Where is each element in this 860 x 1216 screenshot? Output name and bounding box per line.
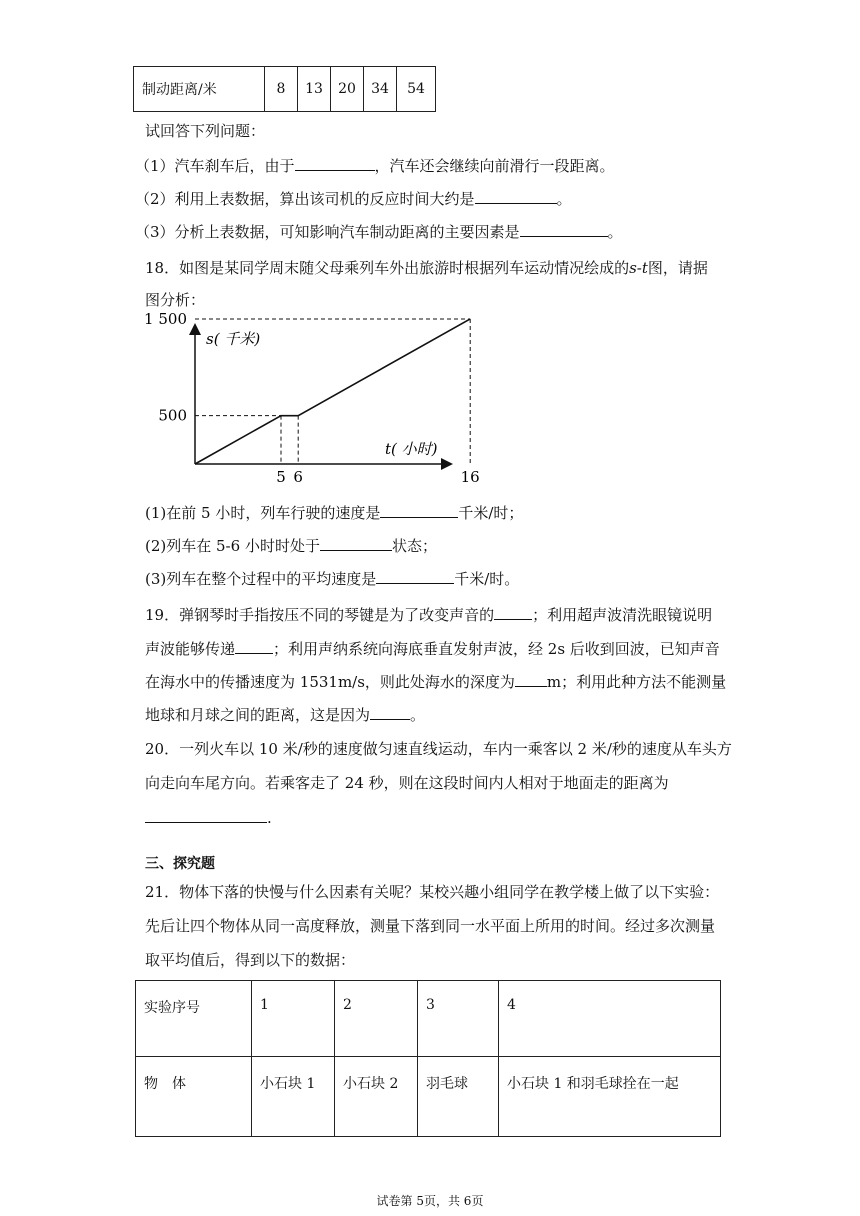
table-cell: 小石块 2 [335, 1057, 418, 1137]
answer-blank[interactable] [235, 639, 273, 654]
table-cell: 34 [364, 67, 397, 112]
q19-text: 地球和月球之间的距离，这是因为 [145, 706, 371, 724]
q18-part1-unit: 千米/时； [458, 504, 524, 522]
page-footer: 试卷第 5页，共 6页 [376, 1194, 484, 1208]
q17-part3-text-end: 。 [607, 223, 623, 241]
q17-part2-text: （2）利用上表数据，算出该司机的反应时间大约是 [135, 190, 475, 208]
q19-text: 。 [410, 706, 426, 724]
q18-part2-text: (2)列车在 5-6 小时时处于 [145, 537, 320, 555]
answer-blank[interactable] [475, 189, 557, 204]
q18-part1 [145, 503, 523, 523]
q18-stem-line1 [145, 258, 708, 278]
table-header-cell: 4 [499, 981, 721, 1057]
answer-blank[interactable] [145, 808, 267, 823]
q20-line2: 向走向车尾方向。若乘客走了 24 秒，则在这段时间内人相对于地面走的距离为 [145, 774, 669, 792]
q17-part3 [135, 222, 623, 242]
table-cell: 小石块 1 [252, 1057, 335, 1137]
q18-stem-text-end: 图，请据 [647, 259, 708, 277]
q18-part3 [145, 569, 519, 589]
table-header-cell: 1 [252, 981, 335, 1057]
table-cell: 20 [331, 67, 364, 112]
q18-stem-line2: 图分析： [145, 291, 206, 309]
table-header-cell: 3 [418, 981, 499, 1057]
y-tick-label: 1 500 [144, 309, 187, 328]
q19-text: 在海水中的传播速度为 1531m/s，则此处海水的深度为 [145, 673, 515, 691]
table-cell: 物 体 [136, 1057, 252, 1137]
q20-line3 [145, 808, 272, 828]
q18-part1-text: (1)在前 5 小时，列车行驶的速度是 [145, 504, 381, 522]
st-graph [140, 309, 480, 490]
answer-blank[interactable] [376, 569, 454, 584]
y-axis-label: s( 千米) [206, 330, 261, 348]
q18-st-symbol: s-t [629, 259, 648, 277]
answer-blank[interactable] [520, 222, 608, 237]
q19-text: 声波能够传递 [145, 640, 236, 658]
table-cell: 13 [298, 67, 331, 112]
q17-part1-text: （1）汽车刹车后，由于 [135, 157, 295, 175]
q17-part3-text: （3）分析上表数据，可知影响汽车制动距离的主要因素是 [135, 223, 520, 241]
section-title: 三、探究题 [145, 856, 215, 872]
answer-blank[interactable] [494, 605, 532, 620]
q17-part1 [135, 156, 615, 176]
answer-blank[interactable] [320, 536, 392, 551]
answer-blank[interactable] [370, 705, 410, 720]
q19-text: 19．弹钢琴时手指按压不同的琴键是为了改变声音的 [145, 606, 495, 624]
y-tick-label: 500 [158, 406, 187, 425]
answer-blank[interactable] [380, 503, 458, 518]
q19-text: m；利用此种方法不能测量 [546, 673, 727, 691]
q19-line4 [145, 705, 425, 725]
table-header-cell: 2 [335, 981, 418, 1057]
q19-line1 [145, 605, 712, 625]
q21-line3: 取平均值后，得到以下的数据： [145, 951, 356, 969]
q17-intro: 试回答下列问题： [145, 122, 266, 140]
table-cell: 54 [397, 67, 436, 112]
x-tick-label: 5 [276, 468, 286, 486]
x-tick-label: 16 [460, 468, 480, 486]
answer-blank[interactable] [515, 672, 547, 687]
q18-part3-text: (3)列车在整个过程中的平均速度是 [145, 570, 377, 588]
table-cell: 羽毛球 [418, 1057, 499, 1137]
table-header-cell: 实验序号 [136, 981, 252, 1057]
q19-text: ；利用声纳系统向海底垂直发射声波，经 2s 后收到回波，已知声音 [273, 640, 720, 658]
x-axis-label: t( 小时) [385, 440, 438, 458]
experiment-table [135, 980, 721, 1137]
q21-line1: 21．物体下落的快慢与什么因素有关呢？某校兴趣小组同学在教学楼上做了以下实验： [145, 883, 720, 901]
table-row-label: 制动距离/米 [134, 67, 265, 112]
q17-part1-text-end: ，汽车还会继续向前滑行一段距离。 [374, 157, 615, 175]
q18-part2 [145, 536, 437, 556]
table-row [136, 981, 721, 1057]
q20-end: . [267, 809, 272, 827]
q18-stem-text: 18．如图是某同学周末随父母乘列车外出旅游时根据列车运动情况绘成的 [145, 259, 630, 277]
q18-part3-unit: 千米/时。 [454, 570, 520, 588]
q21-line2: 先后让四个物体从同一高度释放，测量下落到同一水平面上所用的时间。经过多次测量 [145, 917, 716, 935]
braking-distance-table [133, 66, 436, 112]
table-row [136, 1057, 721, 1137]
q20-line1: 20．一列火车以 10 米/秒的速度做匀速直线运动，车内一乘客以 2 米/秒的速度从车头方 [145, 740, 732, 758]
q17-part2-text-end: 。 [556, 190, 572, 208]
table-cell: 小石块 1 和羽毛球拴在一起 [499, 1057, 721, 1137]
q19-text: ；利用超声波清洗眼镜说明 [532, 606, 713, 624]
answer-blank[interactable] [295, 156, 375, 171]
table-cell: 8 [265, 67, 298, 112]
q17-part2 [135, 189, 572, 209]
x-tick-label: 6 [293, 468, 303, 486]
q19-line3 [145, 672, 726, 692]
q18-part2-end: 状态； [391, 537, 437, 555]
q19-line2 [145, 639, 720, 659]
table-row [134, 67, 436, 112]
